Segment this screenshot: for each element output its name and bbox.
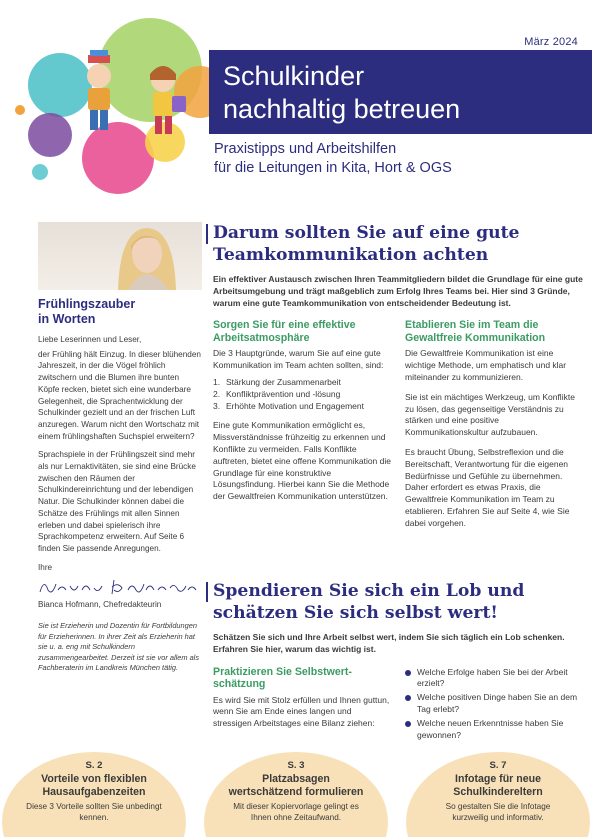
teaser-hausaufgaben[interactable] [2, 752, 186, 837]
reasons-list-item [213, 401, 391, 413]
teaser-title-line2: wertschätzend formulieren [228, 786, 364, 798]
teaser-text-line2: Ihnen ohne Zeitaufwand. [250, 812, 342, 822]
reasons-list-number: 3. [213, 400, 221, 411]
editorial-text [38, 334, 202, 573]
subtitle-line2: für die Leitungen in Kita, Hort & OGS [214, 160, 452, 176]
reasons-list-item [213, 377, 391, 389]
issue-date: März 2024 [524, 36, 578, 48]
teaser-text [2, 802, 186, 823]
signature-name: Bianca Hofmann, Chefredakteurin [38, 600, 162, 610]
reflection-question-text: Welche neuen Erkenntnisse haben Sie gewonnen? [417, 717, 564, 740]
reflection-question [405, 718, 583, 742]
handwritten-signature [38, 576, 202, 598]
section1-title-line2: Teamkommunikation achten [213, 245, 489, 265]
teaser-text-line1: Diese 3 Vorteile sollten Sie unbedingt [26, 802, 162, 811]
reasons-list-number: 1. [213, 376, 221, 387]
reasons-list-text: Stärkung der Zusammenarbeit [226, 376, 341, 387]
teaser-title-line1: Platzabsagen [262, 773, 330, 785]
section1-right-heading-line2: Gewaltfreie Kommunikation [405, 331, 546, 344]
section1-right-paragraph-3: Es braucht Übung, Selbstreflexion und die Bereitschaft, Verantwortung für die eigenen Bedürfnisse und Gefühle zu übernehmen. Daher erfordert es etwas Praxis, die Gewaltfreie Kommunikation im Team zu etablieren. Erfahren Sie auf Seite 4, wie Sie dabei vorgehen. [405, 446, 570, 528]
section1-right-paragraph-1: Die Gewaltfreie Kommunikation ist eine wichtige Methode, um emphatisch und klar miteinander zu kommunizieren. [405, 348, 567, 382]
teaser-platzabsagen[interactable] [204, 752, 388, 837]
purple-circle [28, 113, 72, 157]
reasons-list-number: 2. [213, 388, 221, 399]
reasons-list-text: Erhöhte Motivation und Engagement [226, 400, 364, 411]
section2-left-heading-line1: Praktizieren Sie Selbstwert- [213, 665, 352, 678]
author-portrait [38, 222, 202, 290]
teaser-title-line1: Vorteile von flexiblen [41, 773, 147, 785]
section2-left-column [213, 666, 391, 744]
reflection-question-text: Welche positiven Dinge haben Sie an dem Tag erlebt? [417, 692, 578, 714]
section2-lead: Schätzen Sie sich und Ihre Arbeit selbst wert, indem Sie sich täglich ein Lob schenken. Erfahren Sie hier, warum das wichtig ist. [213, 632, 565, 654]
signature-scribble [38, 576, 202, 598]
section2-right-column [405, 666, 583, 744]
teaser-title-line2: Hausaufgabenzeiten [42, 786, 146, 798]
reasons-list [213, 377, 391, 412]
section1-right-column [405, 319, 583, 529]
children-illustration [0, 0, 230, 200]
reflection-questions-list [405, 667, 583, 742]
section1-title [213, 222, 583, 266]
teaser-page-number: S. 7 [489, 760, 507, 771]
section-accent-line [206, 582, 208, 602]
selbstwert-section [213, 580, 583, 743]
section2-left-heading [213, 666, 391, 691]
teal-circle [28, 53, 92, 117]
teaser-text [406, 802, 590, 823]
section-accent-line [206, 224, 208, 244]
masthead [0, 0, 592, 205]
reflection-question [405, 667, 583, 691]
section1-right-paragraph-2: Sie ist ein mächtiges Werkzeug, um Konflikte zu lösen, das gegenseitige Verständnis zu stärken und eine positive Kommunikationskultur aufzubauen. [405, 391, 575, 438]
newsletter-subtitle [214, 140, 584, 178]
editorial-title [38, 297, 202, 327]
subtitle-line1: Praxistipps und Arbeitshilfen [214, 141, 397, 157]
bullet-dot-icon [405, 721, 411, 727]
teaser-text [204, 802, 388, 823]
editorial-title-line2: in Worten [38, 312, 96, 326]
teaser-page-number: S. 3 [287, 760, 305, 771]
section2-left-heading-line2: schätzung [213, 678, 266, 691]
teaser-title [2, 773, 186, 799]
reflection-question-text: Welche Erfolge haben Sie bei der Arbeit erzielt? [417, 666, 568, 689]
boy-figure [87, 50, 111, 130]
reflection-question [405, 692, 583, 716]
section1-left-heading-line1: Sorgen Sie für eine effektive [213, 319, 356, 332]
teaser-text-line2: kennen. [79, 812, 109, 822]
main-column [213, 222, 583, 740]
section2-left-paragraph: Es wird Sie mit Stolz erfüllen und Ihnen guttun, wenn Sie am Ende eines langen und stressigen Arbeitstages eine Bilanz ziehen: [213, 694, 390, 729]
teamkommunikation-section [213, 222, 583, 530]
editorial-paragraph-1: der Frühling hält Einzug. In dieser blühenden Jahreszeit, in der die Vögel fröhlich zwitschern und die Blumen ihre bunten Köpfe recken, bietet sich eine wunderbare Gelegenheit, die Sprachentwicklung der Schulkinder gezielt und an der frischen Luft anzuregen. Warum nicht den Wortschatz mit einem frühlingshaften Suchspiel erweitern? [38, 349, 201, 441]
editorial-closing: Ihre [38, 562, 53, 572]
teaser-text-line1: So gestalten Sie die Infotage [445, 802, 551, 811]
section2-title-line1: Spendieren Sie sich ein Lob und [213, 581, 525, 601]
newsletter-title-line1: Schulkinder [223, 61, 365, 91]
section1-right-heading [405, 319, 583, 344]
section1-right-heading-line1: Etablieren Sie im Team die [405, 319, 539, 332]
small-blue-circle [32, 164, 48, 180]
bullet-dot-icon [405, 670, 411, 676]
teaser-infotage[interactable] [406, 752, 590, 837]
reasons-list-text: Konfliktprävention und -lösung [226, 388, 341, 399]
teaser-title [406, 773, 590, 799]
teaser-title-line1: Infotage für neue [455, 773, 541, 785]
reasons-list-item [213, 389, 391, 401]
editorial-column [38, 222, 202, 674]
editorial-paragraph-2: Sprachspiele in der Frühlingszeit sind mehr als nur Lernaktivitäten, sie sind eine Brücke zwischen den Räumen der Schulkindereinrichtung und der lebendigen Natur. Die Schulkinder können dabei die Schätze des Frühlings mit allen Sinnen erleben und dabei spielerisch ihre Sprachkompetenz erweitern. Auf Seite 6 finden Sie passende Anregungen. [38, 450, 196, 553]
section1-title-line1: Darum sollten Sie auf eine gute [213, 223, 520, 243]
section1-left-intro: Die 3 Hauptgründe, warum Sie auf eine gute Kommunikation im Team achten sollten, sind: [213, 348, 384, 371]
editorial-title-line1: Frühlingszauber [38, 297, 136, 311]
section2-title-line2: schätzen Sie sich selbst wert! [213, 603, 498, 623]
author-bio: Sie ist Erzieherin und Dozentin für Fortbildungen für Erzieherinnen. In ihrer Zeit als Erzieherin hat sie u. a. eng mit Schulkindern zusammengearbeitet. Derzeit ist sie vor allem als Fachberaterin im Landkreis München tätig. [38, 621, 200, 673]
section1-lead: Ein effektiver Austausch zwischen Ihren Teammitgliedern bildet die Grundlage für eine gute Arbeitsumgebung und trägt maßgeblich zum Erfolg Ihres Teams bei. Hier sind 3 Gründe, warum eine gute Teamkommunikation von entscheidender Bedeutung ist. [213, 274, 583, 308]
section1-left-heading-line2: Arbeitsatmosphäre [213, 331, 310, 344]
pink-circle [82, 122, 154, 194]
teaser-page-number: S. 2 [85, 760, 103, 771]
teaser-text-line2: kurzweilig und informativ. [452, 812, 544, 822]
section1-left-paragraph: Eine gute Kommunikation ermöglicht es, Missverständnisse frühzeitig zu erkennen und Konflikte zu vermeiden. Falls Konflikte auftreten, bietet eine offene Kommunikation die Grundlage für eine konstruktive Lösungsfindung. Hierbei kann Sie die Methode der Gewaltfreien Kommunikation unterstützen. [213, 420, 391, 502]
small-orange-circle [15, 105, 25, 115]
teaser-title [204, 773, 388, 799]
issue-teasers [0, 752, 592, 837]
portrait-photo [38, 222, 202, 290]
section1-left-heading [213, 319, 391, 344]
newsletter-title-bar [209, 50, 592, 134]
section1-columns [213, 319, 583, 529]
editorial-greeting: Liebe Leserinnen und Leser, [38, 335, 142, 344]
section1-left-column [213, 319, 391, 529]
section2-title [213, 580, 583, 624]
teaser-title-line2: Schulkindereltern [453, 786, 543, 798]
section2-columns [213, 666, 583, 744]
teaser-text-line1: Mit dieser Kopiervorlage gelingt es [233, 802, 359, 811]
bullet-dot-icon [405, 695, 411, 701]
newsletter-title-line2: nachhaltig betreuen [223, 94, 461, 124]
